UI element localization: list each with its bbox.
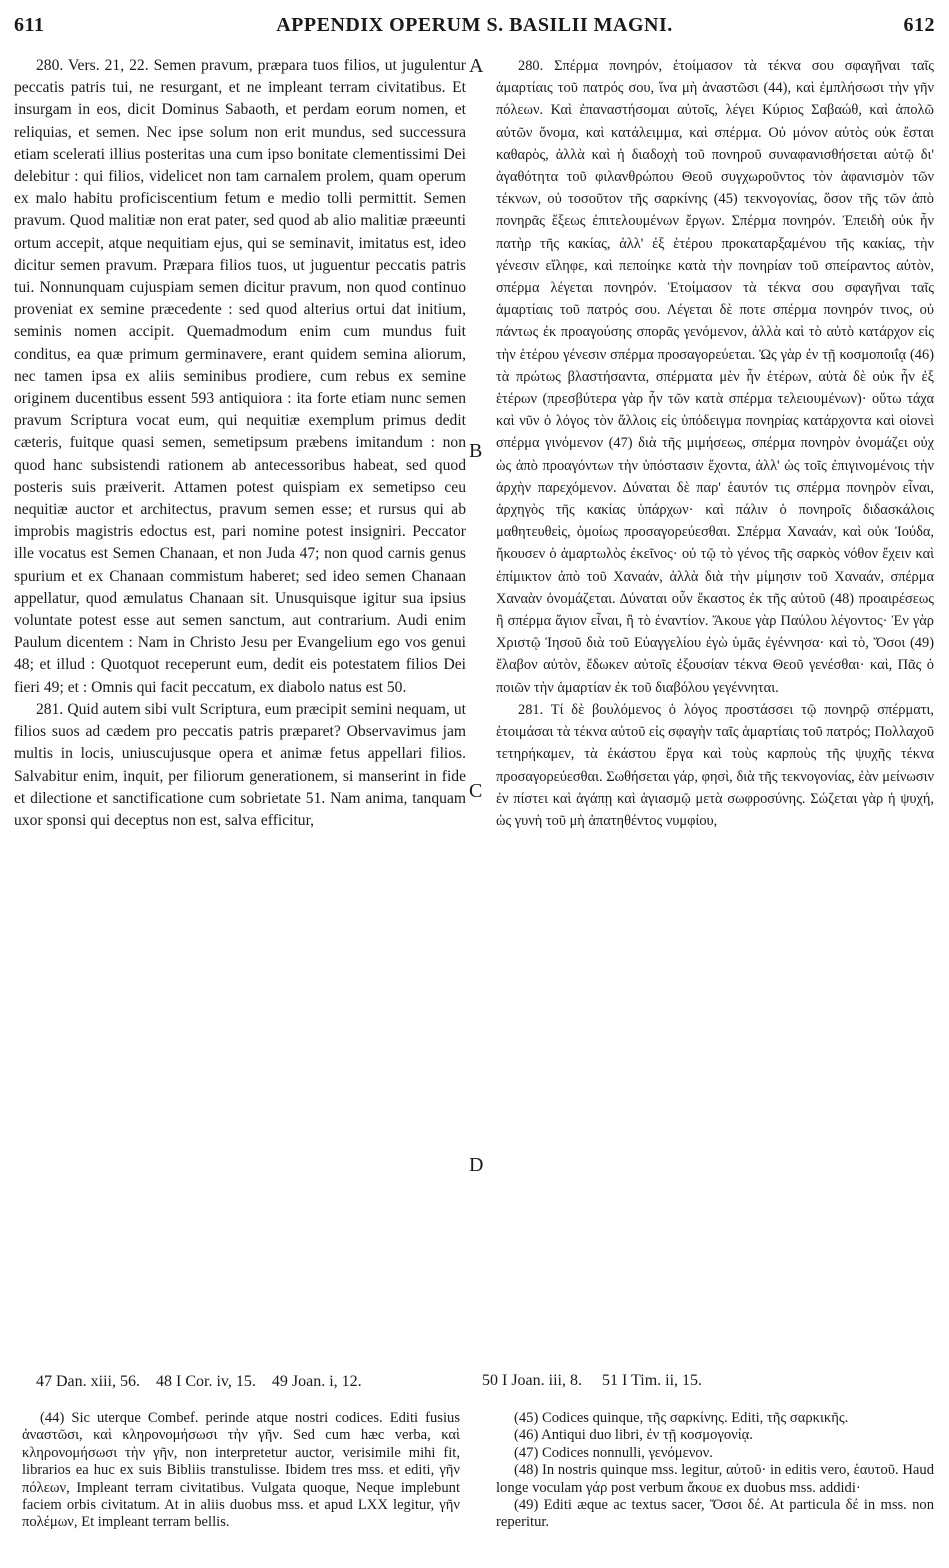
margin-letter-a: A — [469, 55, 484, 77]
latin-column — [14, 55, 466, 832]
scripture-references-right — [482, 1372, 718, 1390]
margin-letter-b: B — [469, 440, 483, 462]
reference: 50 I Joan. iii, 8. — [482, 1372, 582, 1389]
footnote-48: (48) In nostris quinque mss. legitur, αὐτοῦ· in editis vero, ἑαυτοῦ. Haud longe voculam γάρ post verbum ἄκουε ex duobus mss. addidi· — [496, 1462, 934, 1496]
reference: 47 Dan. xiii, 56. — [36, 1373, 140, 1390]
margin-letter-c: C — [469, 780, 483, 802]
reference: 48 I Cor. iv, 15. — [156, 1373, 256, 1390]
page-header — [14, 14, 935, 44]
divider — [14, 1402, 935, 1403]
footnote-45: (45) Codices quinque, τῆς σαρκίνης. Editi, τῆς σαρκικῆς. — [514, 1410, 849, 1426]
reference: 51 I Tim. ii, 15. — [602, 1372, 703, 1389]
running-title: APPENDIX OPERUM S. BASILII MAGNI. — [276, 14, 673, 36]
footnote-44: (44) Sic uterque Combef. perinde atque nostri codices. Editi fusius ἀναστῶσι, καὶ κληρονομήσωσι τὴν γῆν. Sed cum hæc verba, καὶ κληρονομήσωσι τὴν γῆν, non interpretetur auctor, verisimile mihi fit, librarios ea huc ex suis Bibliis transtulisse. Ibidem tres mss. et editi, γῆν πόλεων, Impleant terram civitatibus. Vulgata quoque, Neque implebunt faciem orbis civitatum. At in aliis duobus mss. et apud LXX legitur, γῆν πολέμων, Et impleant terram bellis. — [22, 1410, 460, 1531]
page-number-right: 612 — [903, 14, 935, 36]
greek-paragraph-280: 280. Σπέρμα πονηρόν, ἑτοίμασον τὰ τέκνα σου σφαγῆναι ταῖς ἁμαρτίαις τοῦ πατρός σου, ἵνα μὴ ἀναστῶσι (44), καὶ ἐμπλήσωσι τὴν γῆν πόλεων. Καὶ ἐπαναστήσομαι αὐτοῖς, λέγει Κύριος Σαβαώθ, καὶ ἀπολῶ αὐτῶν ὄνομα, καὶ κατάλειμμα, καὶ σπέρμα. Οὐ μόνον αὐτὸς οὐκ ἔσται καθαρὸς, ἀλλὰ καὶ ἡ διαδοχὴ τοῦ πονηροῦ συναφανισθήσεται αὐτῷ δι' ἀγαθότητα τοῦ φιλανθρώπου Θεοῦ συγχωροῦντος τὸν ἀφανισμὸν τῶν τέκνων, οὐ τοσοῦτον τῆς σαρκίνης (45) τεκνογονίας, ὅσον τῆς τῶν ἀπὸ πονηρᾶς ἕξεως ἐπιτελουμένων ἔργων. Σπέρμα πονηρόν. Ἐπειδὴ οὐκ ἦν πατὴρ τῆς κακίας, ἀλλ' ἐξ ἑτέρου προκαταρξαμένου τῆς κακίας, τὴν γένεσιν εἴληφε, καὶ πεποίηκε κατὰ τὴν πονηρίαν τοῦ σπείραντος αὐτὸν, σπέρμα λέγεται πονηρόν. Ἑτοίμασον τὰ τέκνα σου σφαγῆναι ταῖς ἁμαρτίαις τοῦ πατρός σου. Λέγεται δὲ ποτε σπέρμα πονηρόν τινος, οὐ πάντως ἐκ προαγούσης σπορᾶς γενόμενον, ἀλλὰ καὶ τὸ αὐτὸ κατάρχον εἰς τὴν ἑτέρου γένεσιν σπέρμα προσαγορεύεται. Ὡς γὰρ ἐν τῇ κοσμοποιΐᾳ (46) τὰ πρώτως βλαστήσαντα, σπέρματα μὲν ἦν ἑτέρων, αὐτὰ δὲ οὐκ ἦν ἐξ ἑτέρων (πρεσβύτερα γὰρ ἦν τῶν κατὰ σπέρμα τελειουμένων)· οὕτω τάχα καὶ νῦν ὁ λόγος τὸν ἄλλοις εἰς ὑπόδειγμα πονηρίας κατάρχοντα καὶ οἱονεὶ σπέρμα γινόμενον (47) διὰ τῆς μιμήσεως, σπέρμα πονηρὸν ὀνομάζει οὐχ ὡς ἀπὸ προαγόντων τὴν ὑπόστασιν ἔχοντα, ἀλλ' ὡς τοῖς ἐπιγινομένοις τὴν ἀρχὴν παρεχόμενον. Δύναται δὲ παρ' ἑαυτόν τις σπέρμα πονηρὸν εἶναι, ἀρχηγὸς τῆς κακίας ὑπάρχων· καὶ πάλιν ὁ πονηροῖς διδασκάλοις μαθητευθεὶς, ὁμοίως προσαγορεύεσθαι. Σπέρμα Χαναάν, καὶ οὐκ Ἰούδα, ἤκουσεν ὁ ἁμαρτωλὸς ἐκεῖνος· οὐ τῷ τὸ γένος τῆς σαρκὸς νόθον ἔχειν καὶ ἐπίμικτον ἀπὸ τοῦ Χαναάν, ἀλλὰ διὰ τὴν μίμησιν τοῦ Χαναάν, σπέρμα Χαναὰν ὀνομάζεται. Δύναται οὖν ἕκαστος ἐκ τῆς αὐτοῦ (48) προαιρέσεως ἢ σπέρμα ἅγιον εἶναι, ἢ τὸ ἐναντίον. Ἄκουε γὰρ Παύλου λέγοντος· Ἐν γὰρ Χριστῷ Ἰησοῦ διὰ τοῦ Εὐαγγελίου ἐγὼ ὑμᾶς ἐγέννησα· καὶ τὸ, Ὅσοι (49) ἔλαβον αὐτὸν, ἔδωκεν αὐτοῖς ἐξουσίαν τέκνα Θεοῦ γενέσθαι· καὶ, Πᾶς ὁ ποιῶν τὴν ἁμαρτίαν ἐκ τοῦ διαβόλου γεγέννηται. — [496, 58, 934, 696]
greek-paragraph-281: 281. Τί δὲ βουλόμενος ὁ λόγος προστάσσει τῷ πονηρῷ σπέρματι, ἑτοιμάσαι τὰ τέκνα αὐτοῦ εἰς σφαγὴν ταῖς ἁμαρτίαις τοῦ πατρός; Πολλαχοῦ τετηρήκαμεν, τὰ ἑκάστου ἔργα καὶ τοὺς καρποὺς τῆς ψυχῆς τέκνα προσαγορεύεσθαι. Σωθήσεται γάρ, φησὶ, διὰ τῆς τεκνογονίας, ἐὰν μείνωσιν ἐν πίστει καὶ ἀγάπῃ καὶ ἁγιασμῷ μετὰ σωφροσύνης. Σώζεται γὰρ ἡ ψυχή, ὡς γυνὴ τοῦ μὴ ἀπατηθέντος νυμφίου, — [496, 701, 934, 829]
footnotes-left — [22, 1410, 460, 1532]
footnote-49: (49) Editi æque ac textus sacer, Ὅσοι δέ. At particula δέ in mss. non reperitur. — [496, 1497, 934, 1531]
greek-column — [496, 55, 934, 832]
page-number-left: 611 — [14, 14, 45, 36]
scripture-references-left — [36, 1372, 916, 1392]
footnotes-right — [496, 1410, 934, 1532]
footnote-47: (47) Codices nonnulli, γενόμενον. — [514, 1444, 713, 1461]
footnote-46: (46) Antiqui duo libri, ἐν τῇ κοσμογονίᾳ. — [514, 1427, 753, 1444]
reference: 49 Joan. i, 12. — [271, 1373, 362, 1390]
latin-paragraph-281: 281. Quid autem sibi vult Scriptura, eum præcipit semini nequam, ut filios suos ad cædem pro peccatis patris præparet? Observavimus jam multis in locis, uniuscujusque opera et animæ fetus appellari filios. Salvabitur enim, inquit, per filiorum generationem, si manserint in fide et dilectione et sanctificatione cum sobrietate 51. Nam anima, tanquam uxor sponsi qui deceptus non est, salva efficitur, — [14, 700, 466, 829]
latin-paragraph-280: 280. Vers. 21, 22. Semen pravum, præpara tuos filios, ut jugulentur peccatis patris tui, ne resurgant, et ne impleant terram civitatibus. Et insurgam in eos, dicit Dominus Sabaoth, et perdam eorum nomen, et reliquias, et semen. Nec ipse solum non erit mundus, sed successura etiam scelerati illius posteritas una cum ipso bonitate clementissimi Dei delebitur : qui filios, videlicet non tam carnalem prolem, quam operum ex malo habitu proficiscentium fetum e medio tolli permittit. Semen pravum. Quod malitiæ non erat pater, sed quod ab alio malitiæ præeunti ortum accepit, atque nequitiam ejus, qui se seminavit, imitatus est, ideo dicitur semen pravum. Præpara filios tuos, ut juguentur peccatis patris tui. Nonnunquam cujuspiam semen dicitur pravum, non quod continuo proveniat ex semine præcedente : sed quod alterius ortui dat initium, seminis nomen accipit. Quemadmodum enim cum mundus fuit conditus, ea quæ primum germinavere, erant quidem semina aliorum, nec tamen ipsa ex aliis seminibus prodiere, cum rebus ex semine originem ducentibus essent 593 antiquiora : ita forte etiam nunc semen pravum Scriptura vocat eum, qui nequitiæ exemplum primus dedit cæteris, fuitque quasi semen, semetipsum præbens imitandum : non quod hanc subsistendi rationem ab antecessoribus habeat, sed quod posteris suis præiverit. Attamen potest quispiam ex semetipso ceu nequitiæ auctor et architectus, pravum semen esse; et rursus qui ab improbis magistris edoctus est, pari nomine potest insigniri. Peccator ille vocatus est Semen Chanaan, et non Juda 47; non quod carnis genus spurium et ex Chanaan commistum haberet; sed ideo semen Chanaan appellatur, quod æmulatus Chanaan sit. Unusquisque igitur sua ipsius voluntate potest esse aut semen sanctum, aut contrarium. Audi enim Paulum dicentem : Nam in Christo Jesu per Evangelium ego vos genui 48; et illud : Quotquot receperunt eum, dedit eis potestatem filios Dei fieri 49; et : Omnis qui facit peccatum, ex diabolo natus est 50. — [14, 57, 466, 696]
margin-letter-d: D — [469, 1154, 484, 1176]
